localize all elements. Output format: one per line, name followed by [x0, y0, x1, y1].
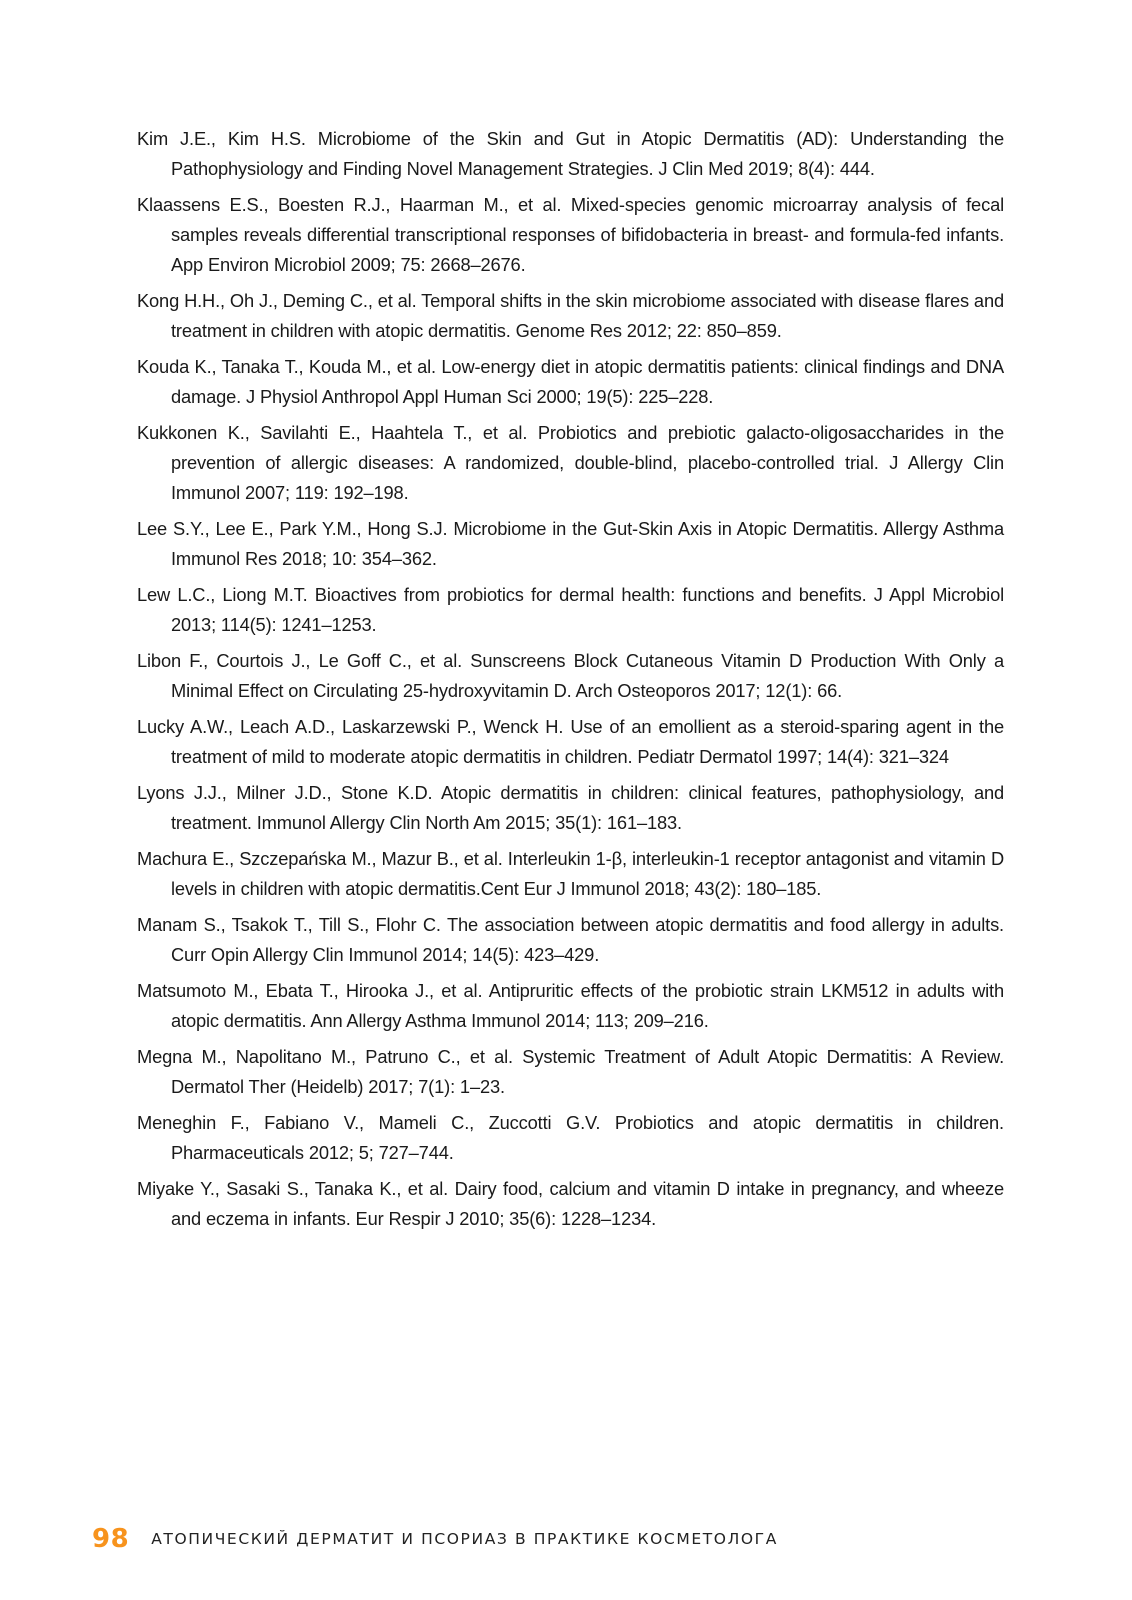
reference-item: Lyons J.J., Milner J.D., Stone K.D. Atopic dermatitis in children: clinical features, pathophysiology, and treatment. Immunol Allergy Clin North Am 2015; 35(1): 161–183.	[137, 782, 1004, 833]
page-footer	[92, 1519, 778, 1559]
reference-item: Klaassens E.S., Boesten R.J., Haarman M., et al. Mixed-species genomic microarray analysis of fecal samples reveals differential transcriptional responses of bifidobacteria in breast- and formula-fed infants. App Environ Microbiol 2009; 75: 2668–2676.	[137, 194, 1004, 275]
reference-item: Kong H.H., Oh J., Deming C., et al. Temporal shifts in the skin microbiome associated with disease flares and treatment in children with atopic dermatitis. Genome Res 2012; 22: 850–859.	[137, 290, 1004, 341]
running-title: АТОПИЧЕСКИЙ ДЕРМАТИТ И ПСОРИАЗ В ПРАКТИКЕ КОСМЕТОЛОГА	[151, 1530, 778, 1548]
reference-item: Kukkonen K., Savilahti E., Haahtela T., et al. Probiotics and prebiotic galacto-oligosaccharides in the prevention of allergic diseases: A randomized, double-blind, placebo-controlled trial. J Allergy Clin Immunol 2007; 119: 192–198.	[137, 422, 1004, 503]
reference-item: Meneghin F., Fabiano V., Mameli C., Zuccotti G.V. Probiotics and atopic dermatitis in children. Pharmaceuticals 2012; 5; 727–744.	[137, 1112, 1004, 1163]
reference-item: Machura E., Szczepańska M., Mazur B., et al. Interleukin 1-β, interleukin-1 receptor antagonist and vitamin D levels in children with atopic dermatitis.Cent Eur J Immunol 2018; 43(2): 180–185.	[137, 848, 1004, 899]
reference-item: Miyake Y., Sasaki S., Tanaka K., et al. Dairy food, calcium and vitamin D intake in pregnancy, and wheeze and eczema in infants. Eur Respir J 2010; 35(6): 1228–1234.	[137, 1178, 1004, 1229]
reference-item: Lucky A.W., Leach A.D., Laskarzewski P., Wenck H. Use of an emollient as a steroid-sparing agent in the treatment of mild to moderate atopic dermatitis in children. Pediatr Dermatol 1997; 14(4): 321–324	[137, 716, 1004, 767]
reference-item: Kim J.E., Kim H.S. Microbiome of the Skin and Gut in Atopic Dermatitis (AD): Understanding the Pathophysiology and Finding Novel Management Strategies. J Clin Med 2019; 8(4): 444.	[137, 128, 1004, 179]
reference-item: Megna M., Napolitano M., Patruno C., et al. Systemic Treatment of Adult Atopic Dermatitis: A Review. Dermatol Ther (Heidelb) 2017; 7(1): 1–23.	[137, 1046, 1004, 1097]
reference-list	[137, 124, 1004, 1240]
reference-item: Lew L.C., Liong M.T. Bioactives from probiotics for dermal health: functions and benefits. J Appl Microbiol 2013; 114(5): 1241–1253.	[137, 584, 1004, 635]
page-number: 98	[92, 1524, 130, 1554]
reference-item: Lee S.Y., Lee E., Park Y.M., Hong S.J. Microbiome in the Gut-Skin Axis in Atopic Dermatitis. Allergy Asthma Immunol Res 2018; 10: 354–362.	[137, 518, 1004, 569]
reference-item: Matsumoto M., Ebata T., Hirooka J., et al. Antipruritic effects of the probiotic strain LKM512 in adults with atopic dermatitis. Ann Allergy Asthma Immunol 2014; 113; 209–216.	[137, 980, 1004, 1031]
reference-item: Kouda K., Tanaka T., Kouda M., et al. Low-energy diet in atopic dermatitis patients: clinical findings and DNA damage. J Physiol Anthropol Appl Human Sci 2000; 19(5): 225–228.	[137, 356, 1004, 407]
reference-item: Manam S., Tsakok T., Till S., Flohr C. The association between atopic dermatitis and food allergy in adults. Curr Opin Allergy Clin Immunol 2014; 14(5): 423–429.	[137, 914, 1004, 965]
reference-item: Libon F., Courtois J., Le Goff C., et al. Sunscreens Block Cutaneous Vitamin D Production With Only a Minimal Effect on Circulating 25-hydroxyvitamin D. Arch Osteoporos 2017; 12(1): 66.	[137, 650, 1004, 701]
